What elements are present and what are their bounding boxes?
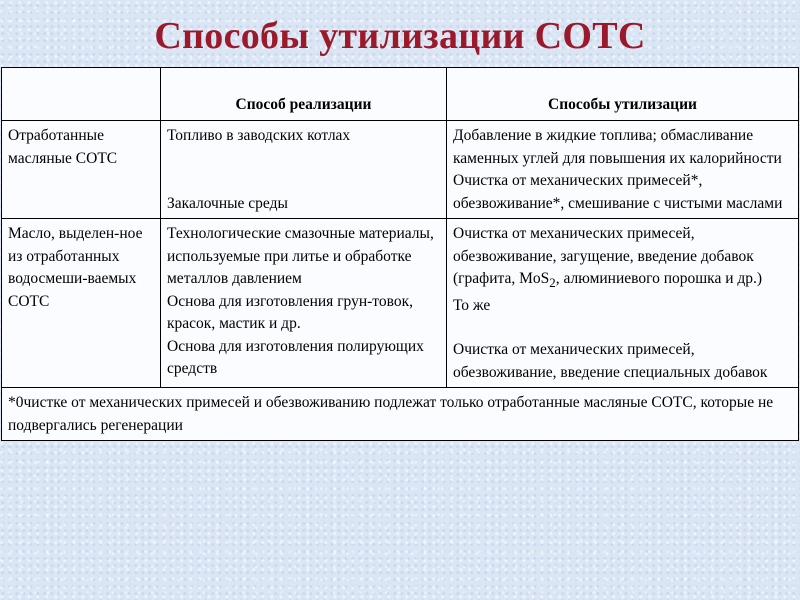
row2-method-1: Технологические смазочные материалы, используемые при литье и обработке металлов давлением [167,225,434,287]
row2-disposal-1-pre: Очистка от механических примесей, обезвоживание, загущение, введение добавок (графита, MoS [453,225,754,287]
row2-disposal-3: Очистка от механических примесей, обезвоживание, введение специальных добавок [453,341,768,381]
row1-category: Отработанные масляные СОТС [2,121,161,219]
row2-disposal-1-post: , алюминиевого порошка и др.) [555,270,763,287]
row1-disposal [447,121,799,219]
row2-methods [161,219,447,388]
row2-method-2: Основа для изготовления грун-товок, красок, мастик и др. [167,292,413,332]
row1-method-2: Закалочные среды [167,194,288,212]
table-header-row [2,68,799,121]
row2-method-3: Основа для изготовления полирующих средств [167,337,424,377]
footnote: *0чистке от механических примесей и обезвоживанию подлежат только отработанные масляные СОТС, которые не подвергались регенерации [2,388,799,441]
row2-disposal-1-sub: 2 [549,275,556,291]
table-row [2,121,799,219]
header-disposal: Способы утилизации [447,68,799,121]
disposal-table [1,67,799,441]
header-method: Способ реализации [161,68,447,121]
row2-disposal [447,219,799,388]
row2-category: Масло, выделен-ное из отработанных водосмеши-ваемых СОТС [2,219,161,388]
header-empty [2,68,161,121]
page-title: Способы утилизации СОТС [154,15,646,57]
table-row [2,219,799,388]
table-footnote-row [2,388,799,441]
row1-disposal-1: Добавление в жидкие топлива; обмасливание каменных углей для повышения их калорийности [453,127,782,167]
row1-disposal-2: Очистка от механических примесей*, обезвоживание*, смешивание с чистыми маслами [453,172,783,212]
row1-method-1: Топливо в заводских котлах [167,127,351,144]
row2-disposal-2: То же [453,296,491,314]
row2-disposal-1 [453,223,792,295]
row1-methods [161,121,447,219]
